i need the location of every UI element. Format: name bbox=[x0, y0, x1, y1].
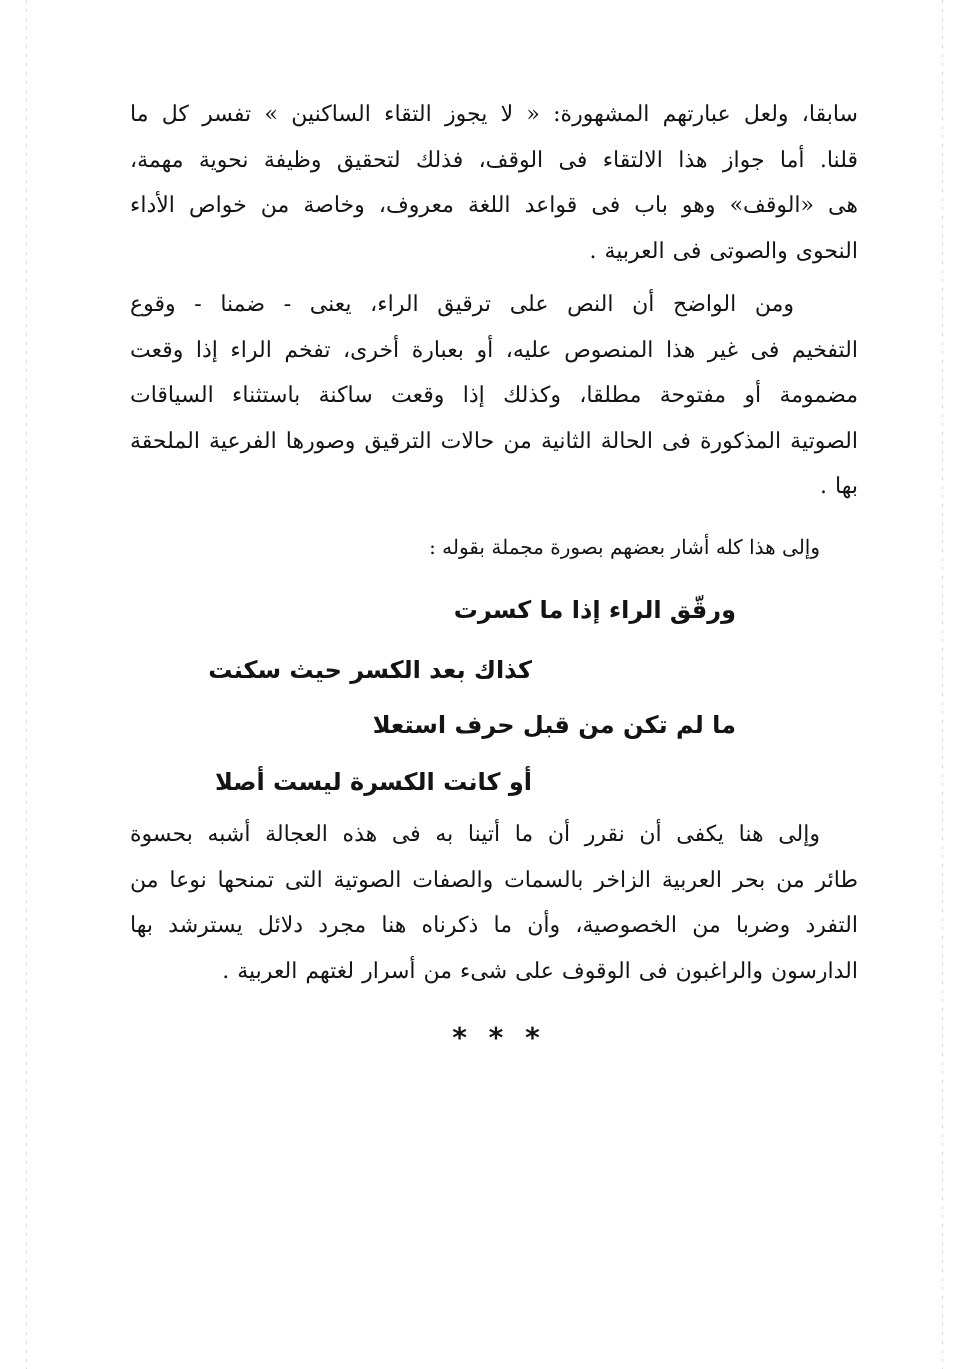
paragraph-2 bbox=[130, 282, 858, 510]
section-separator: * * * bbox=[452, 1021, 546, 1054]
poem-verse-4: أو كانت الكسرة ليست أصلا bbox=[215, 768, 532, 796]
paragraph-line: هى «الوقف» وهو باب فى قواعد اللغة معروف، وخاصة من خواص الأداء bbox=[130, 193, 858, 218]
paragraph-1 bbox=[130, 92, 858, 274]
paragraph-3 bbox=[130, 812, 858, 994]
poem-intro: وإلى هذا كله أشار بعضهم بصورة مجملة بقوله : bbox=[429, 535, 820, 559]
paragraph-line: التفرد وضربا من الخصوصية، وأن ما ذكرناه هنا مجرد دلائل يسترشد بها bbox=[130, 913, 858, 938]
paragraph-line: ومن الواضح أن النص على ترقيق الراء، يعنى - ضمنا - وقوع bbox=[130, 292, 795, 317]
paragraph-line: قلنا. أما جواز هذا الالتقاء فى الوقف، فذلك لتحقيق وظيفة نحوية مهمة، bbox=[130, 147, 858, 173]
paragraph-line: الدارسون والراغبون فى الوقوف على شىء من أسرار لغتهم العربية . bbox=[222, 958, 858, 984]
paragraph-line: النحوى والصوتى فى العربية . bbox=[589, 238, 858, 264]
paragraph-line: طائر من بحر العربية الزاخر بالسمات والصفات الصوتية التى تمنحها نوعا من bbox=[130, 867, 858, 893]
paragraph-line: الصوتية المذكورة فى الحالة الثانية من حالات الترقيق وصورها الفرعية الملحقة bbox=[130, 428, 858, 454]
paragraph-line: وإلى هنا يكفى أن نقرر أن ما أتينا به فى هذه العجالة أشبه بحسوة bbox=[130, 822, 820, 847]
scan-edge-left bbox=[26, 0, 27, 1369]
paragraph-line: بها . bbox=[820, 474, 858, 499]
poem-verse-2: كذاك بعد الكسر حيث سكنت bbox=[208, 656, 532, 684]
paragraph-line: التفخيم فى غير هذا المنصوص عليه، أو بعبارة أخرى، تفخم الراء إذا وقعت bbox=[130, 337, 858, 363]
paragraph-line: سابقا، ولعل عبارتهم المشهورة: « لا يجوز التقاء الساكنين » تفسر كل ما bbox=[130, 102, 858, 127]
poem-verse-1: ورقّق الراء إذا ما كسرت bbox=[453, 596, 736, 624]
poem-verse-3: ما لم تكن من قبل حرف استعلا bbox=[372, 711, 736, 739]
scan-edge-right bbox=[942, 0, 943, 1369]
paragraph-line: مضمومة أو مفتوحة مطلقا، وكذلك إذا وقعت ساكنة باستثناء السياقات bbox=[130, 383, 858, 408]
